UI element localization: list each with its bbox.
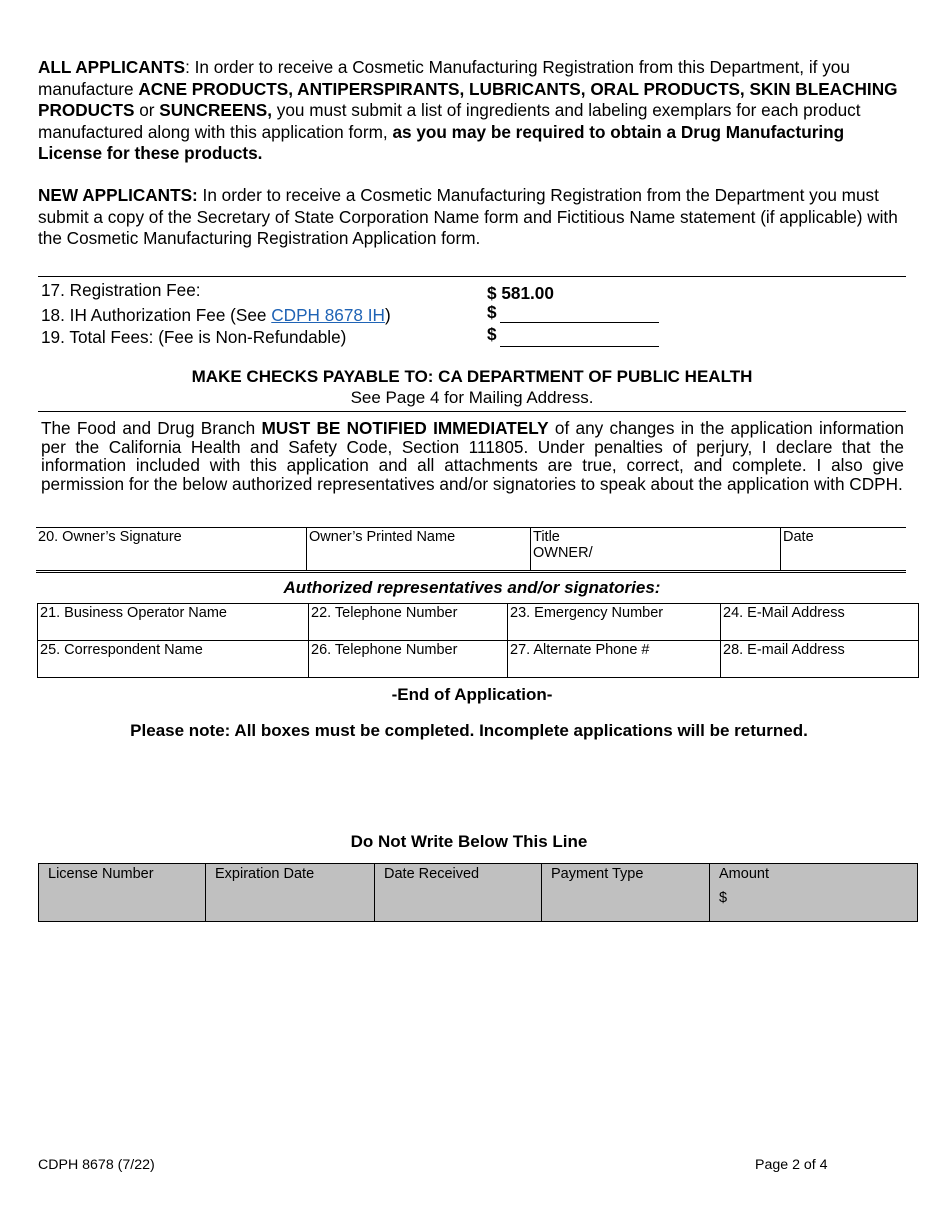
correspondent-name-field[interactable] (38, 641, 309, 678)
all-applicants-products: ACNE PRODUCTS, ANTIPERSPIRANTS, LUBRICANTS, ORAL PRODUCTS, SKIN BLEACHING PRODUCTS (38, 78, 898, 120)
completion-note: Please note: All boxes must be completed. Incomplete applications will be returned. (130, 721, 808, 740)
registration-fee-value: $ 581.00 (487, 283, 554, 303)
new-applicants-text: In order to receive a Cosmetic Manufacturing Registration from the Department you must submit a copy of the Secretary of State Corporation Name form and Fictitious Name statement (if applicable) with the Cosmetic Manufacturing Registration Application form. (38, 185, 898, 248)
date-received-label: Date Received (384, 866, 480, 882)
email-address-label: 24. E-Mail Address (723, 605, 845, 621)
office-use-table (38, 863, 918, 922)
ih-fee-dollar: $ (487, 302, 497, 322)
emergency-number-field[interactable] (508, 604, 721, 641)
payment-type-label: Payment Type (551, 866, 644, 882)
checks-payable-heading: MAKE CHECKS PAYABLE TO: CA DEPARTMENT OF PUBLIC HEALTH (191, 367, 753, 386)
payment-type-cell (542, 864, 710, 922)
all-applicants-text-3: you must submit a list of ingredients and labeling exemplars for each product manufactured along with this application form, (38, 100, 861, 142)
alternate-phone-label: 27. Alternate Phone # (510, 642, 650, 658)
emergency-number-label: 23. Emergency Number (510, 605, 664, 621)
license-number-cell (39, 864, 206, 922)
correspondent-telephone-label: 26. Telephone Number (311, 642, 458, 658)
owner-printed-name-field[interactable] (307, 528, 531, 571)
license-number-label: License Number (48, 866, 154, 882)
business-operator-name-label: 21. Business Operator Name (40, 605, 227, 621)
new-applicants-lead: NEW APPLICANTS: (38, 185, 198, 205)
ih-fee-label (41, 305, 391, 326)
business-operator-name-field[interactable] (38, 604, 309, 641)
correspondent-telephone-field[interactable] (309, 641, 508, 678)
all-applicants-paragraph (38, 57, 910, 165)
expiration-date-cell (206, 864, 375, 922)
do-not-write-heading: Do Not Write Below This Line (350, 832, 588, 851)
title-label: Title (533, 529, 560, 545)
email-address-field[interactable] (721, 604, 919, 641)
total-fees-label: 19. Total Fees: (Fee is Non-Refundable) (41, 327, 347, 347)
authorized-table (37, 603, 919, 678)
signature-double-rule (36, 572, 906, 573)
owner-signature-field[interactable] (36, 528, 307, 571)
ih-fee-label-close: ) (384, 305, 391, 325)
all-applicants-text-2: or (134, 100, 160, 120)
all-applicants-lead: ALL APPLICANTS (38, 57, 186, 77)
all-applicants-drug-license: as you may be required to obtain a Drug Manufacturing License for these products. (38, 121, 845, 163)
form-id: CDPH 8678 (7/22) (38, 1157, 155, 1173)
title-value: OWNER/ (533, 545, 593, 561)
new-applicants-paragraph (38, 185, 910, 250)
registration-fee-label: 17. Registration Fee: (41, 280, 201, 300)
all-applicants-sunscreens: SUNCREENS, (159, 100, 272, 120)
owner-signature-table (36, 527, 906, 571)
telephone-number-label: 22. Telephone Number (311, 605, 458, 621)
notification-paragraph (41, 419, 904, 494)
cdph-8678-ih-link[interactable]: CDPH 8678 IH (271, 305, 385, 325)
owner-printed-name-label: Owner’s Printed Name (309, 529, 456, 545)
ih-fee-label-text: 18. IH Authorization Fee (See (41, 305, 272, 325)
ih-fee-input-line[interactable] (500, 322, 659, 323)
correspondent-name-label: 25. Correspondent Name (40, 642, 203, 658)
amount-cell (710, 864, 918, 922)
amount-label: Amount (719, 866, 769, 882)
notice-must-notify: MUST BE NOTIFIED IMMEDIATELY (261, 418, 549, 438)
total-fees-input-line[interactable] (500, 346, 659, 347)
authorized-row-2 (38, 641, 919, 678)
expiration-date-label: Expiration Date (215, 866, 315, 882)
title-field[interactable] (531, 528, 781, 571)
all-applicants-text-1: : In order to receive a Cosmetic Manufacturing Registration from this Department, if you manufacture (38, 57, 850, 99)
amount-dollar-sign: $ (719, 890, 728, 906)
notice-text-2: of any changes in the application information per the California Health and Safety Code, Section 111805. Under penalties of perjury, I declare that the information included with this application and all attachments are true, correct, and complete. I also give permission for the below authorized representatives and/or signatories to speak about the application with CDPH. (41, 418, 904, 495)
authorized-row-1 (38, 604, 919, 641)
divider-fees-top (38, 276, 906, 277)
notice-text-1: The Food and Drug Branch (41, 418, 262, 438)
divider-notice-top (38, 411, 906, 412)
date-label: Date (783, 529, 814, 545)
total-fees-dollar: $ (487, 324, 497, 344)
mailing-address-note: See Page 4 for Mailing Address. (350, 388, 594, 407)
telephone-number-field[interactable] (309, 604, 508, 641)
correspondent-email-field[interactable] (721, 641, 919, 678)
authorized-heading: Authorized representatives and/or signatories: (283, 578, 661, 597)
date-field[interactable] (781, 528, 907, 571)
owner-signature-label: 20. Owner’s Signature (38, 529, 182, 545)
correspondent-email-label: 28. E-mail Address (723, 642, 845, 658)
alternate-phone-field[interactable] (508, 641, 721, 678)
end-of-application: -End of Application- (391, 685, 553, 704)
date-received-cell (375, 864, 542, 922)
page-number: Page 2 of 4 (755, 1157, 828, 1173)
